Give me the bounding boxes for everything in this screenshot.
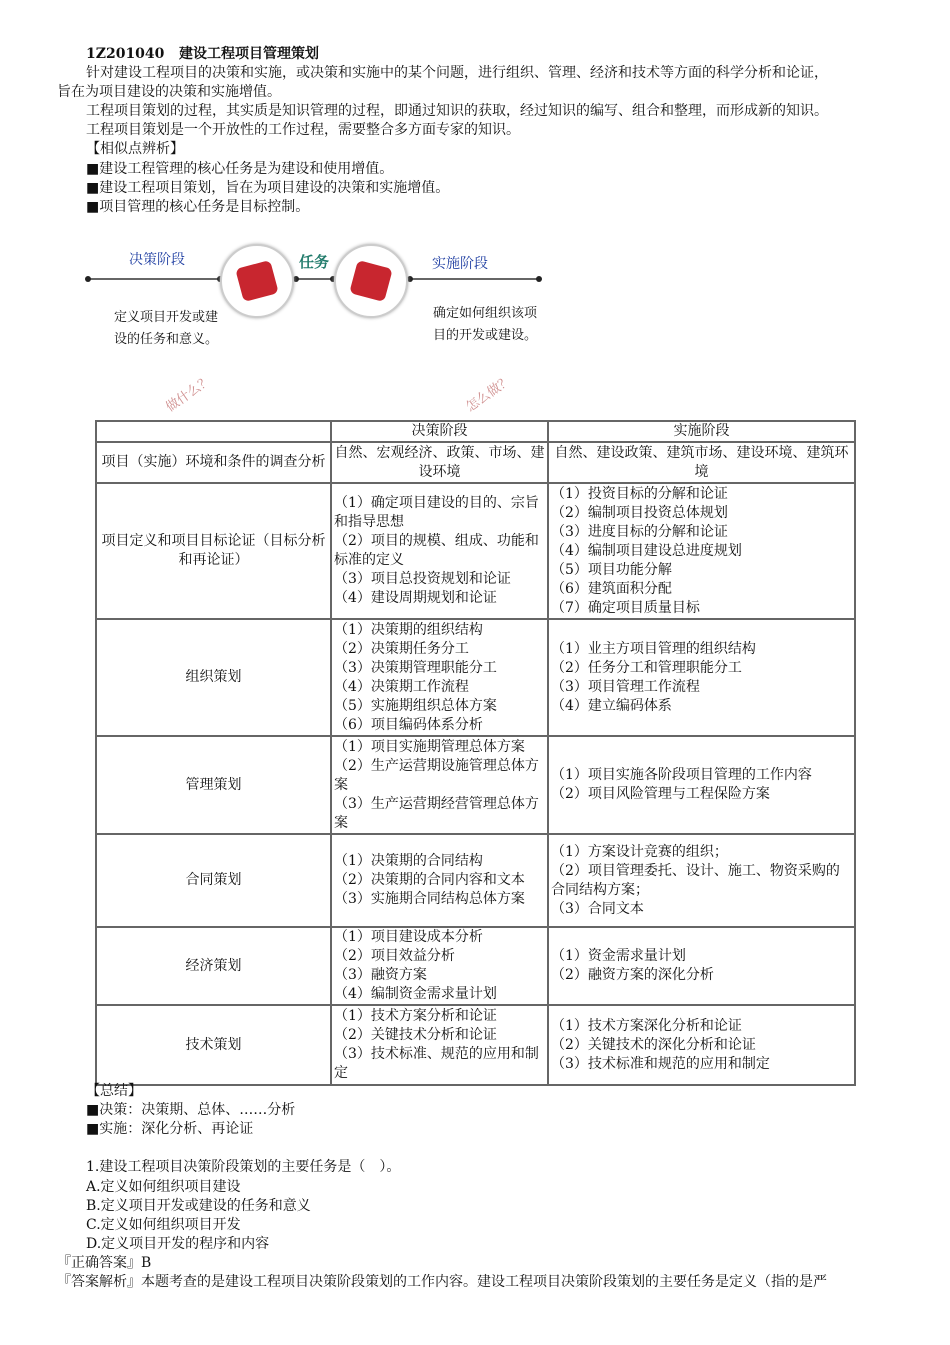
section-code: 1Z201040 xyxy=(86,46,165,62)
cell-item: （3）合同文本 xyxy=(551,900,644,917)
implement-desc-2: 目的开发或建设。 xyxy=(433,328,538,343)
cell-item: （2）项目的规模、组成、功能和标准的定义 xyxy=(334,533,539,568)
decision-desc-1: 定义项目开发或建 xyxy=(114,310,219,325)
summary-item: ■实施：深化分析、再论证 xyxy=(86,1121,254,1137)
question-option: B.定义项目开发或建设的任务和意义 xyxy=(86,1198,311,1214)
thumbs-down-icon xyxy=(334,244,408,318)
cell-item: （1）技术方案分析和论证 xyxy=(334,1008,497,1024)
decision-phase-label: 决策阶段 xyxy=(129,252,185,268)
intro-p1a: 针对建设工程项目的决策和实施，或决策和实施中的某个问题，进行组织、管理、经济和技术等方面的科学分析和论证， xyxy=(86,65,828,81)
decision-cell xyxy=(331,834,548,927)
cell-item: （2）编制项目投资总体规划 xyxy=(551,504,728,521)
similar-item: ■建设工程项目策划，旨在为项目建设的决策和实施增值。 xyxy=(86,180,450,196)
cell-item: （2）决策期任务分工 xyxy=(334,640,469,657)
table-row xyxy=(96,483,855,619)
question-option: A.定义如何组织项目建设 xyxy=(86,1179,241,1195)
similar-item: ■建设工程管理的核心任务是为建设和使用增值。 xyxy=(86,161,394,177)
row-label: 经济策划 xyxy=(96,927,331,1005)
cell-item: （3）进度目标的分解和论证 xyxy=(551,523,728,540)
cell-item: （4）编制资金需求量计划 xyxy=(334,986,497,1002)
cell-item: （4）建立编码体系 xyxy=(551,697,672,714)
watermark-how: 怎么做？ xyxy=(463,373,515,416)
intro-p3: 工程项目策划是一个开放性的工作过程，需要整合多方面专家的知识。 xyxy=(86,122,520,138)
similar-item: ■项目管理的核心任务是目标控制。 xyxy=(86,199,310,215)
implement-phase-label: 实施阶段 xyxy=(432,256,488,272)
cell-item: （1）项目实施各阶段项目管理的工作内容 xyxy=(551,767,812,783)
answer-analysis: 『答案解析』本题考查的是建设工程项目决策阶段策划的工作内容。建设工程项目决策阶段策划的主要任务是定义（指的是严 xyxy=(57,1274,827,1290)
cell-item: （3）项目总投资规划和论证 xyxy=(334,571,511,587)
cell-item: （2）项目管理委托、设计、施工、物资采购的合同结构方案； xyxy=(551,862,840,898)
question-option: C.定义如何组织项目开发 xyxy=(86,1217,241,1233)
table-row xyxy=(96,619,855,736)
cell-item: （1）确定项目建设的目的、宗旨和指导思想 xyxy=(334,495,539,530)
table-header: 决策阶段 xyxy=(331,421,548,442)
cell-item: （6）建筑面积分配 xyxy=(551,580,672,597)
thumbs-up-icon xyxy=(220,244,294,318)
decision-cell xyxy=(331,927,548,1005)
implement-cell xyxy=(548,1005,855,1085)
row-label: 项目（实施）环境和条件的调查分析 xyxy=(96,442,331,483)
table-row xyxy=(96,834,855,927)
cell-item: （1）决策期的组织结构 xyxy=(334,621,483,638)
implement-cell: 自然、建设政策、建筑市场、建设环境、建筑环境 xyxy=(548,442,855,483)
cell-item: （3）融资方案 xyxy=(334,967,427,983)
cell-item: （4）决策期工作流程 xyxy=(334,678,469,695)
row-label: 合同策划 xyxy=(96,834,331,927)
planning-table xyxy=(95,420,856,1086)
table-row xyxy=(96,736,855,834)
timeline-dot xyxy=(85,276,91,282)
cell-item: （2）项目风险管理与工程保险方案 xyxy=(551,786,770,802)
row-label: 组织策划 xyxy=(96,619,331,736)
section-title: 建设工程项目管理策划 xyxy=(179,46,320,62)
cell-item: （3）生产运营期经营管理总体方案 xyxy=(334,795,539,831)
cell-item: （2）生产运营期设施管理总体方案 xyxy=(334,757,539,793)
table-row xyxy=(96,442,855,483)
cell-item: （5）实施期组织总体方案 xyxy=(334,697,497,714)
phase-diagram xyxy=(85,238,565,358)
cell-item: （1）方案设计竞赛的组织； xyxy=(551,843,728,860)
table-row xyxy=(96,927,855,1005)
cell-item: （3）项目管理工作流程 xyxy=(551,678,700,695)
cell-item: （1）技术方案深化分析和论证 xyxy=(551,1017,742,1034)
cell-item: （1）投资目标的分解和论证 xyxy=(551,485,728,502)
table-row xyxy=(96,1005,855,1085)
task-label: 任务 xyxy=(299,253,330,271)
summary-title: 【总结】 xyxy=(86,1083,142,1099)
cell-item: （7）确定项目质量目标 xyxy=(551,599,700,616)
similar-title: 【相似点辨析】 xyxy=(86,141,184,157)
row-label: 技术策划 xyxy=(96,1005,331,1085)
table-header: 实施阶段 xyxy=(548,421,855,442)
intro-p1b: 旨在为项目建设的决策和实施增值。 xyxy=(57,84,281,100)
cell-item: （5）项目功能分解 xyxy=(551,561,672,578)
cell-item: （2）决策期的合同内容和文本 xyxy=(334,872,525,888)
cell-item: （3）实施期合同结构总体方案 xyxy=(334,891,525,907)
cell-item: （2）项目效益分析 xyxy=(334,948,455,964)
decision-cell xyxy=(331,619,548,736)
cell-item: （4）建设周期规划和论证 xyxy=(334,590,497,606)
cell-item: （1）项目建设成本分析 xyxy=(334,929,483,945)
cell-item: （1）业主方项目管理的组织结构 xyxy=(551,640,756,657)
cell-item: （2）关键技术的深化分析和论证 xyxy=(551,1036,756,1053)
cell-item: （3）技术标准、规范的应用和制定 xyxy=(334,1046,539,1081)
cell-item: （1）资金需求量计划 xyxy=(551,948,686,964)
cell-item: （3）决策期管理职能分工 xyxy=(334,659,497,676)
cell-item: （2）关键技术分析和论证 xyxy=(334,1027,497,1043)
cell-item: （6）项目编码体系分析 xyxy=(334,716,483,733)
question-option: D.定义项目开发的程序和内容 xyxy=(86,1236,270,1252)
implement-cell xyxy=(548,834,855,927)
decision-cell: 自然、宏观经济、政策、市场、建设环境 xyxy=(331,442,548,483)
intro-p2: 工程项目策划的过程，其实质是知识管理的过程，即通过知识的获取，经过知识的编写、组合和整理，而形成新的知识。 xyxy=(86,103,828,119)
row-label: 项目定义和项目目标论证（目标分析和再论证） xyxy=(96,483,331,619)
timeline-dot xyxy=(536,276,542,282)
cell-item: （3）技术标准和规范的应用和制定 xyxy=(551,1055,770,1072)
table-header-row xyxy=(96,421,855,442)
decision-cell xyxy=(331,736,548,834)
implement-cell xyxy=(548,619,855,736)
cell-item: （2）融资方案的深化分析 xyxy=(551,967,714,983)
question-stem: 1.建设工程项目决策阶段策划的主要任务是（ ）。 xyxy=(86,1159,401,1175)
implement-desc-1: 确定如何组织该项 xyxy=(433,306,538,321)
cell-item: （4）编制项目建设总进度规划 xyxy=(551,542,742,559)
cell-item: （1）决策期的合同结构 xyxy=(334,853,483,869)
table-header xyxy=(96,421,331,442)
section-heading xyxy=(86,45,319,64)
cell-item: （2）任务分工和管理职能分工 xyxy=(551,659,742,676)
cell-item: （1）项目实施期管理总体方案 xyxy=(334,738,525,755)
row-label: 管理策划 xyxy=(96,736,331,834)
decision-desc-2: 设的任务和意义。 xyxy=(114,332,219,347)
correct-answer: 『正确答案』B xyxy=(57,1255,152,1271)
summary-item: ■决策：决策期、总体、……分析 xyxy=(86,1102,296,1118)
decision-cell xyxy=(331,1005,548,1085)
implement-cell xyxy=(548,927,855,1005)
watermark-what: 做什么？ xyxy=(163,373,215,416)
implement-cell xyxy=(548,483,855,619)
implement-cell xyxy=(548,736,855,834)
decision-cell xyxy=(331,483,548,619)
